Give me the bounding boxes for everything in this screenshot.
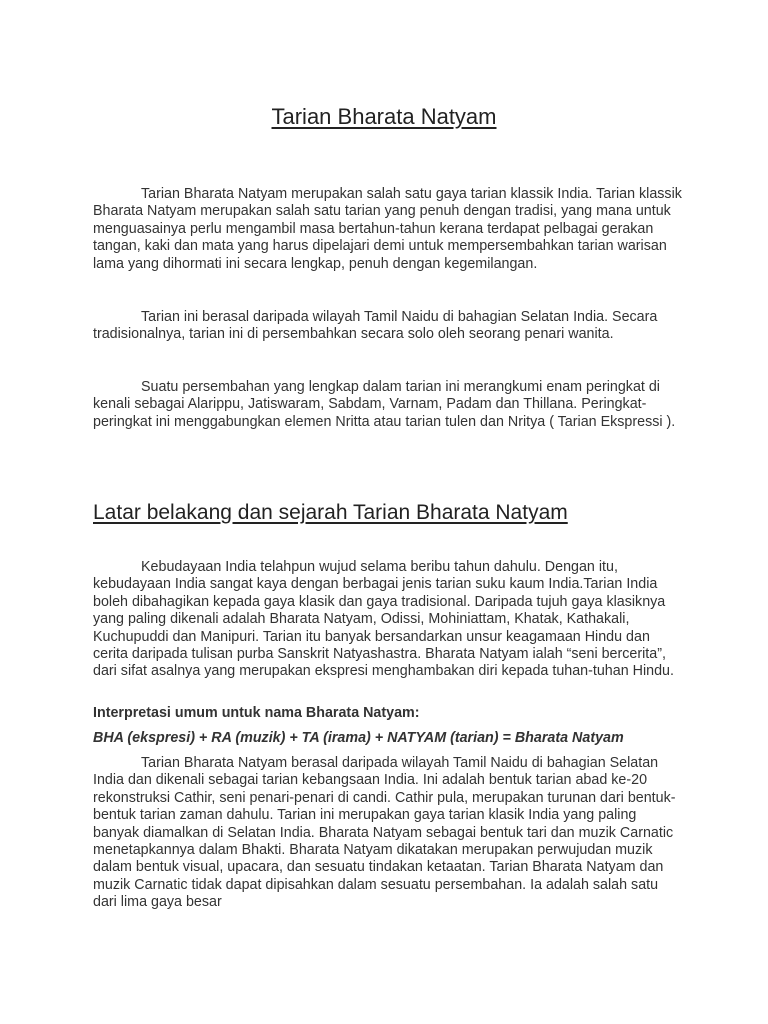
intro-paragraph-2: Tarian ini berasal daripada wilayah Tamil Naidu di bahagian Selatan India. Secara tradisionalnya, tarian ini di persembahkan secara solo oleh seorang penari wanita. [93,309,658,343]
section-paragraph-1: Kebudayaan India telahpun wujud selama beribu tahun dahulu. Dengan itu, kebudayaan India sangat kaya dengan berbagai jenis tarian suku kaum India.Tarian India boleh dibahagikan kepada gaya klasik dan gaya tradisional. Daripada tujuh gaya klasiknya yang paling dikenali adalah Bharata Natyam, Odissi, Mohiniattam, Khatak, Kathakali, Kuchupuddi dan Manipuri. Tarian itu banyak bersandarkan unsur keagamaan Hindu dan cerita daripada tulisan purba Sanskrit Natyashastra. Bharata Natyam ialah “seni bercerita”, dari sifat asalnya yang merupakan ekspresi menghambakan diri kepada tuhan-tuhan Hindu. [93,559,674,680]
section-heading: Latar belakang dan sejarah Tarian Bharata Natyam [93,501,568,524]
intro-paragraph-1: Tarian Bharata Natyam merupakan salah satu gaya tarian klassik India. Tarian klassik Bharata Natyam merupakan salah satu tarian yang penuh dengan tradisi, yang mana untuk menguasainya perlu mengambil masa bertahun-tahun kerana terdapat pelbagai gerakan tangan, kaki dan mata yang harus dipelajari demi untuk mempersembahkan tarian warisan lama yang dihormati ini secara lengkap, penuh dengan kegemilangan. [93,186,682,272]
page-title: Tarian Bharata Natyam [271,104,497,129]
intro-paragraph-3: Suatu persembahan yang lengkap dalam tarian ini merangkumi enam peringkat di kenali sebagai Alarippu, Jatiswaram, Sabdam, Varnam, Padam dan Thillana. Peringkat-peringkat ini menggabungkan elemen Nritta atau tarian tulen dan Nritya ( Tarian Ekspressi ). [93,379,676,430]
interpretation-label: Interpretasi umum untuk nama Bharata Natyam: [93,705,420,721]
name-formula: BHA (ekspresi) + RA (muzik) + TA (irama) + NATYAM (tarian) = Bharata Natyam [93,730,624,746]
section-paragraph-2: Tarian Bharata Natyam berasal daripada wilayah Tamil Naidu di bahagian Selatan India dan dikenali sebagai tarian kebangsaan India. Ini adalah bentuk tarian abad ke-20 rekonstruksi Cathir, seni penari-penari di candi. Cathir pula, merupakan turunan dari bentuk-bentuk tarian zaman dahulu. Tarian ini merupakan gaya tarian klasik India yang paling banyak diamalkan di Selatan India. Bharata Natyam sebagai bentuk tari dan muzik Carnatic menetapkannya dalam Bhakti. Bharata Natyam dikatakan merupakan perwujudan muzik dalam bentuk visual, upacara, dan sesuatu tindakan ketaatan. Tarian Bharata Natyam dan muzik Carnatic tidak dapat dipisahkan dalam sesuatu persembahan. Ia adalah salah satu dari lima gaya besar [93,755,676,911]
